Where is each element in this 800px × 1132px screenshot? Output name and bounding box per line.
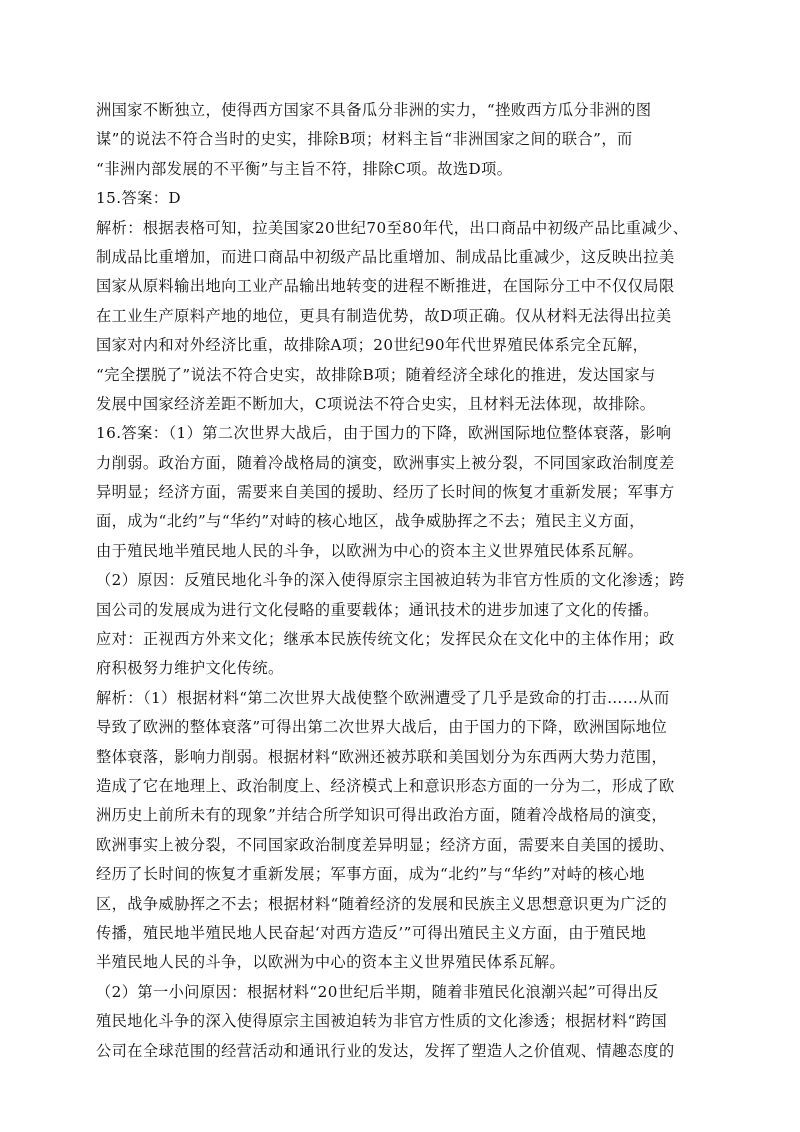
text-line: 殖民地化斗争的深入使得原宗主国被迫转为非官方性质的文化渗透；根据材料“跨国 [96, 1012, 668, 1031]
text-line: 欧洲事实上被分裂，不同国家政治制度差异明显；经济方面，需要来自美国的援助、 [96, 835, 675, 854]
text-line: 国家从原料输出地向工业产品输出地转变的进程不断推进，在国际分工中不仅仅局限 [96, 277, 675, 296]
text-line: （2）第一小问原因：根据材料“20世纪后半期，随着非殖民化浪潮兴起”可得出反 [96, 982, 659, 1001]
text-line: 半殖民地人民的斗争，以欧洲为中心的资本主义世界殖民体系瓦解。 [96, 953, 566, 972]
text-line: 洲国家不断独立，使得西方国家不具备瓜分非洲的实力，“挫败西方瓜分非洲的图 [96, 101, 652, 119]
document-page [96, 96, 712, 1066]
text-line: 面，成为“北约”与“华约”对峙的核心地区，战争威胁挥之不去；殖民主义方面， [96, 512, 645, 531]
text-line: 应对：正视西方外来文化；继承本民族传统文化；发挥民众在文化中的主体作用；政 [96, 630, 675, 649]
text-line: 谋”的说法不符合当时的史实，排除B项；材料主旨“非洲国家之间的联合”，而 [96, 130, 633, 149]
text-line: 经历了长时间的恢复才重新发展；军事方面，成为“北约”与“华约”对峙的核心地 [96, 865, 645, 884]
text-line: 区，战争威胁挥之不去；根据材料“随着经济的发展和民族主义思想意识更为广泛的 [96, 894, 668, 913]
text-line: 在工业生产原料产地的地位，更具有制造优势，故D项正确。仅从材料无法得出拉美 [96, 306, 672, 325]
text-line: 府积极努力维护文化传统。 [96, 659, 284, 678]
text-line: “非洲内部发展的不平衡”与主旨不符，排除C项。故选D项。 [96, 159, 513, 178]
text-line: 异明显；经济方面，需要来自美国的援助、经历了长时间的恢复才重新发展；军事方 [96, 483, 675, 502]
text-line: 公司在全球范围的经营活动和通讯行业的发达，发挥了塑造人之价值观、情趣态度的 [96, 1041, 675, 1060]
answer-heading-15: 15.答案：D [96, 189, 182, 208]
text-line: 制成品比重增加，而进口商品中初级产品比重增加、制成品比重减少，这反映出拉美 [96, 247, 675, 266]
analysis-heading: 解析：（1）根据材料“第二次世界大战使整个欧洲遭受了几乎是致命的打击……从而 [96, 688, 670, 707]
text-line: （2）原因：反殖民地化斗争的深入使得原宗主国被迫转为非官方性质的文化渗透；跨 [96, 571, 685, 590]
text-line: 力削弱。政治方面，随着冷战格局的演变，欧洲事实上被分裂，不同国家政治制度差 [96, 453, 675, 472]
text-line: 整体衰落，影响力削弱。根据材料“欧洲还被苏联和美国划分为东西两大势力范围， [96, 747, 668, 766]
text-line: “完全摆脱了”说法不符合史实，故排除B项；随着经济全球化的推进，发达国家与 [96, 365, 656, 384]
text-line: 由于殖民地半殖民地人民的斗争，以欧洲为中心的资本主义世界殖民体系瓦解。 [96, 541, 644, 560]
answer-heading-16: 16.答案：（1）第二次世界大战后，由于国力的下降，欧洲国际地位整体衰落，影响 [96, 424, 672, 443]
text-line: 发展中国家经济差距不断加大，C项说法不符合史实，且材料无法体现，故排除。 [96, 394, 656, 413]
text-line: 解析：根据表格可知，拉美国家20世纪70至80年代，出口商品中初级产品比重减少、 [96, 218, 689, 237]
text-line: 洲历史上前所未有的现象”并结合所学知识可得出政治方面，随着冷战格局的演变， [96, 806, 668, 825]
text-line: 国公司的发展成为进行文化侵略的重要载体；通讯技术的进步加速了文化的传播。 [96, 600, 659, 619]
text-line: 传播，殖民地半殖民地人民奋起‘对西方造反’”可得出殖民主义方面，由于殖民地 [96, 923, 647, 942]
text-line: 导致了欧洲的整体衰落”可得出第二次世界大战后，由于国力的下降，欧洲国际地位 [96, 718, 668, 737]
text-line: 国家对内和对外经济比重，故排除A项；20世纪90年代世界殖民体系完全瓦解， [96, 336, 649, 355]
text-line: 造成了它在地理上、政治制度上、经济模式上和意识形态方面的一分为二，形成了欧 [96, 776, 675, 795]
